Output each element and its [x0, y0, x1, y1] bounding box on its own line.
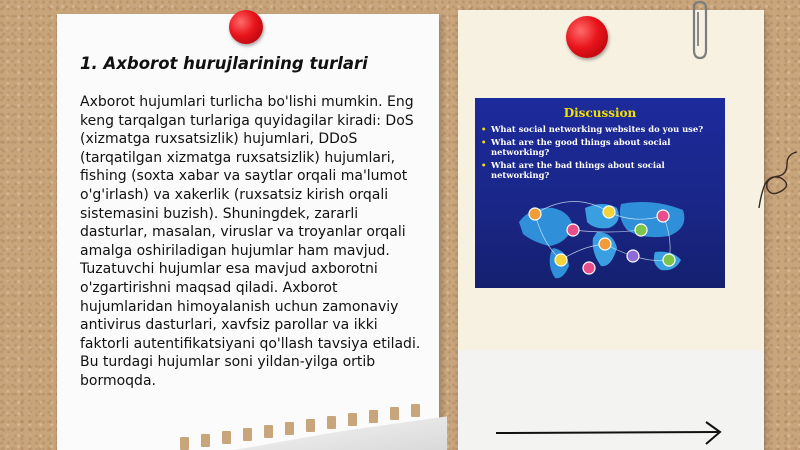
perforation-hole — [180, 437, 189, 450]
slide-title: Discussion — [563, 106, 637, 120]
paperclip-icon — [686, 0, 712, 62]
slide-bullet: • What are the bad things about social networking? — [481, 160, 719, 181]
perforation-hole — [369, 410, 378, 423]
slide-bullet: • What are the good things about social networking? — [481, 137, 719, 158]
slide-bullet: • What social networking websites do you use? — [481, 124, 719, 135]
perforation-hole — [264, 425, 273, 438]
perforation-hole — [306, 419, 315, 432]
string-curl-icon — [757, 150, 800, 210]
note-body: Axborot hujumlari turlicha bo'lishi mumkin. Eng keng tarqalgan turlariga quyidagilar kiradi: DoS (xizmatga ruxsatsizlik) hujumlari, DDoS (tarqatilgan xizmatga ruxsatsizlik) hujumlari, fishing (soxta xabar va saytlar orqali ma'lumot o'g'irlash) va xakerlik (ruxsatsiz kirish orqali sistemasini buzish). Shuningdek, zararli dasturlar, masalan, viruslar va troyanlar orqali amalga oshiriladigan hujumlar ham mavjud. Tuzatuvchi hujumlar esa mavjud axborotni o'zgartirishni maqsad qiladi. Axborot hujumlaridan himoyalanish uchun zamonaviy antivirus dasturlari, xavfsiz parollar va ikki faktorli autentifikatsiyani qo'llash tavsiya etiladi. Bu turdagi hujumlar soni yildan-yilga ortib bormoqda. — [80, 94, 421, 389]
perforation-hole — [201, 434, 210, 447]
perforation-hole — [327, 416, 336, 429]
perforation-hole — [411, 404, 420, 417]
push-pin-icon — [566, 16, 608, 58]
push-pin-icon — [229, 10, 263, 44]
perforation-hole — [390, 407, 399, 420]
right-arrow-icon — [494, 418, 726, 448]
world-network-map-icon — [513, 194, 693, 284]
perforation-hole — [348, 413, 357, 426]
perforation-hole — [285, 422, 294, 435]
discussion-slide-image — [475, 98, 725, 288]
note-title: 1. Axborot hurujlarining turlari — [80, 54, 368, 73]
perforation-hole — [243, 428, 252, 441]
perforation-hole — [222, 431, 231, 444]
slide-bullet-list — [481, 124, 719, 183]
